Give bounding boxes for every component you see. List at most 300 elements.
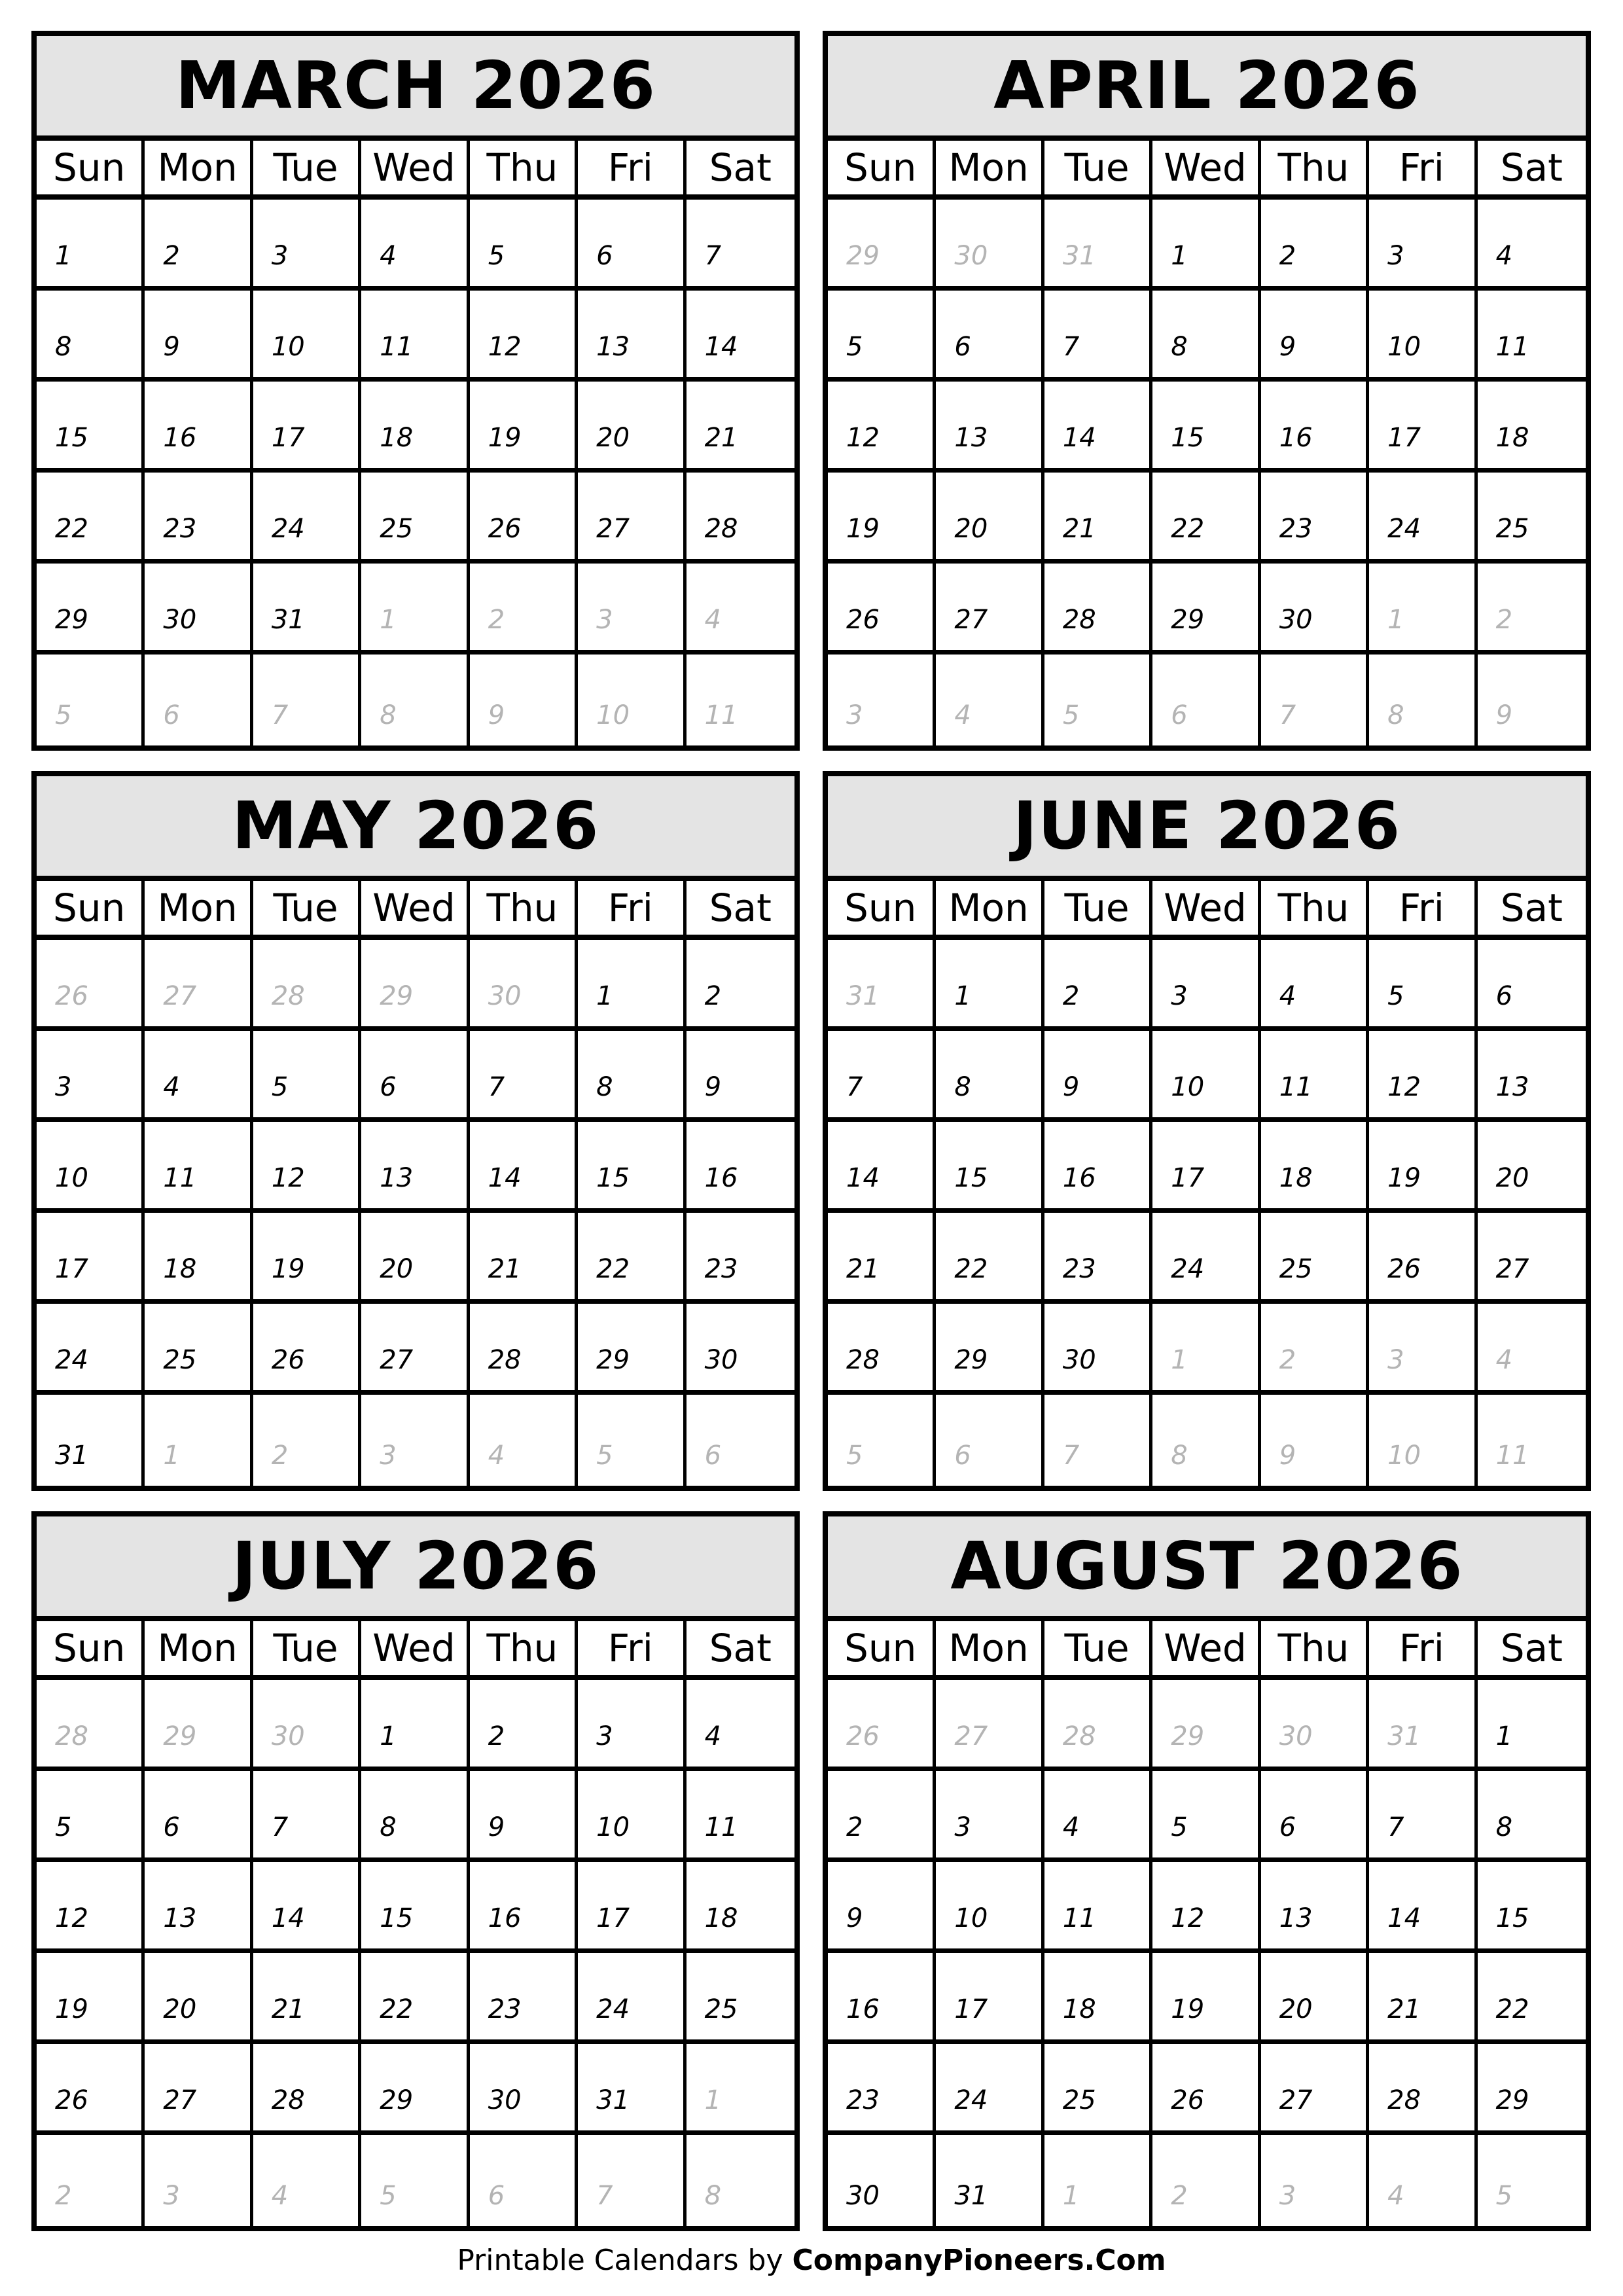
day-cell[interactable] — [470, 1680, 578, 1767]
day-cell-other-month[interactable] — [470, 1395, 578, 1486]
day-number: 18 — [1279, 1163, 1313, 1193]
day-cell[interactable] — [361, 1953, 469, 2039]
day-cell-other-month[interactable] — [145, 655, 253, 745]
day-number: 15 — [954, 1163, 988, 1193]
day-cell[interactable] — [253, 1771, 361, 1857]
day-cell[interactable] — [361, 1213, 469, 1299]
day-cell-other-month[interactable] — [1152, 1304, 1260, 1390]
day-cell-other-month[interactable] — [1044, 1395, 1152, 1486]
day-number: 15 — [596, 1163, 630, 1193]
day-cell[interactable] — [1369, 291, 1477, 377]
day-cell[interactable] — [145, 200, 253, 286]
day-number: 14 — [704, 332, 738, 362]
day-cell-other-month[interactable] — [1261, 655, 1369, 745]
week-row — [37, 291, 794, 382]
day-cell[interactable] — [936, 564, 1044, 650]
day-cell[interactable] — [1044, 1031, 1152, 1117]
day-cell[interactable] — [470, 1213, 578, 1299]
day-cell-other-month[interactable] — [936, 655, 1044, 745]
day-cell-other-month[interactable] — [145, 1395, 253, 1486]
day-cell[interactable] — [1152, 291, 1260, 377]
day-cell[interactable] — [936, 1953, 1044, 2039]
day-cell[interactable] — [828, 473, 936, 559]
day-cell-other-month[interactable] — [37, 2135, 145, 2226]
footer-brand-link[interactable]: CompanyPioneers.Com — [792, 2244, 1166, 2277]
day-cell-other-month[interactable] — [1369, 1680, 1477, 1767]
day-number: 4 — [380, 241, 397, 271]
day-cell[interactable] — [37, 1395, 145, 1486]
day-cell-other-month[interactable] — [936, 1680, 1044, 1767]
day-cell[interactable] — [578, 1771, 686, 1857]
day-cell-other-month[interactable] — [1369, 1395, 1477, 1486]
day-cell[interactable] — [37, 382, 145, 468]
day-cell-other-month[interactable] — [1369, 2135, 1477, 2226]
day-number: 1 — [1171, 241, 1188, 271]
day-cell[interactable] — [1369, 1953, 1477, 2039]
day-cell-other-month[interactable] — [253, 1680, 361, 1767]
day-number: 15 — [380, 1903, 414, 1933]
day-cell[interactable] — [37, 473, 145, 559]
day-cell[interactable] — [470, 1031, 578, 1117]
day-cell[interactable] — [145, 1953, 253, 2039]
day-cell[interactable] — [1261, 1031, 1369, 1117]
day-cell-other-month[interactable] — [1478, 655, 1586, 745]
day-cell[interactable] — [936, 1771, 1044, 1857]
day-cell[interactable] — [1044, 1122, 1152, 1208]
day-cell[interactable] — [578, 1122, 686, 1208]
day-cell-other-month[interactable] — [1152, 655, 1260, 745]
day-cell[interactable] — [1152, 940, 1260, 1026]
day-cell[interactable] — [1478, 200, 1586, 286]
day-cell-other-month[interactable] — [37, 1680, 145, 1767]
day-cell[interactable] — [1369, 1122, 1477, 1208]
day-number: 29 — [1171, 1721, 1205, 1751]
day-cell-other-month[interactable] — [361, 564, 469, 650]
day-cell[interactable] — [1369, 1031, 1477, 1117]
day-cell[interactable] — [37, 1213, 145, 1299]
month-title: APRIL 2026 — [828, 36, 1586, 141]
day-cell-other-month[interactable] — [828, 200, 936, 286]
day-cell[interactable] — [470, 1953, 578, 2039]
day-cell-other-month[interactable] — [253, 940, 361, 1026]
day-cell[interactable] — [687, 1031, 794, 1117]
day-cell-other-month[interactable] — [578, 655, 686, 745]
day-number: 4 — [1279, 981, 1296, 1011]
day-cell[interactable] — [145, 291, 253, 377]
day-cell[interactable] — [145, 1862, 253, 1948]
day-cell[interactable] — [1261, 1213, 1369, 1299]
day-cell[interactable] — [1152, 473, 1260, 559]
day-cell[interactable] — [145, 1213, 253, 1299]
day-cell[interactable] — [578, 1953, 686, 2039]
day-cell[interactable] — [1478, 382, 1586, 468]
weekday-label: Sat — [709, 145, 772, 190]
weekday-label: Mon — [936, 141, 1044, 194]
day-cell[interactable] — [470, 382, 578, 468]
day-number: 24 — [271, 514, 305, 544]
day-cell[interactable] — [253, 1213, 361, 1299]
day-cell[interactable] — [1478, 473, 1586, 559]
day-cell-other-month[interactable] — [687, 1395, 794, 1486]
day-cell-other-month[interactable] — [253, 1395, 361, 1486]
day-cell[interactable] — [145, 1031, 253, 1117]
day-cell[interactable] — [253, 473, 361, 559]
weekday-label: Sat — [1500, 145, 1563, 190]
day-cell[interactable] — [1044, 1771, 1152, 1857]
day-cell[interactable] — [37, 1122, 145, 1208]
day-cell-other-month[interactable] — [578, 564, 686, 650]
day-cell[interactable] — [361, 1771, 469, 1857]
day-number: 9 — [1279, 1441, 1296, 1471]
weekday-label: Wed — [1152, 881, 1260, 935]
day-cell[interactable] — [145, 1771, 253, 1857]
day-cell-other-month[interactable] — [361, 655, 469, 745]
day-cell-other-month[interactable] — [1369, 655, 1477, 745]
day-cell[interactable] — [578, 291, 686, 377]
day-cell[interactable] — [37, 1862, 145, 1948]
day-cell[interactable] — [1044, 382, 1152, 468]
day-cell[interactable] — [470, 1304, 578, 1390]
weekday-label: Wed — [361, 141, 469, 194]
day-cell[interactable] — [687, 1680, 794, 1767]
day-cell[interactable] — [361, 1122, 469, 1208]
day-cell[interactable] — [1152, 2044, 1260, 2130]
day-cell[interactable] — [361, 473, 469, 559]
day-number: 1 — [596, 981, 613, 1011]
day-cell-other-month[interactable] — [1261, 1395, 1369, 1486]
day-cell[interactable] — [253, 1031, 361, 1117]
day-cell[interactable] — [1044, 291, 1152, 377]
day-cell[interactable] — [145, 473, 253, 559]
day-cell[interactable] — [1152, 564, 1260, 650]
day-cell[interactable] — [1369, 200, 1477, 286]
day-cell-other-month[interactable] — [361, 1395, 469, 1486]
day-cell[interactable] — [1152, 1122, 1260, 1208]
weekday-label: Fri — [1369, 141, 1477, 194]
day-cell-other-month[interactable] — [1261, 1304, 1369, 1390]
day-cell[interactable] — [1478, 1953, 1586, 2039]
day-cell[interactable] — [470, 291, 578, 377]
day-cell-other-month[interactable] — [470, 2135, 578, 2226]
day-cell-other-month[interactable] — [253, 2135, 361, 2226]
day-cell[interactable] — [1478, 1031, 1586, 1117]
day-cell-other-month[interactable] — [470, 564, 578, 650]
day-cell[interactable] — [828, 2044, 936, 2130]
day-cell[interactable] — [578, 2044, 686, 2130]
day-cell[interactable] — [253, 564, 361, 650]
day-cell[interactable] — [470, 1771, 578, 1857]
day-cell[interactable] — [1261, 1953, 1369, 2039]
day-cell-other-month[interactable] — [578, 2135, 686, 2226]
day-cell[interactable] — [936, 1122, 1044, 1208]
day-cell[interactable] — [578, 1213, 686, 1299]
day-cell-other-month[interactable] — [361, 940, 469, 1026]
day-cell[interactable] — [1152, 1031, 1260, 1117]
day-cell[interactable] — [253, 200, 361, 286]
day-cell-other-month[interactable] — [1044, 655, 1152, 745]
day-cell[interactable] — [936, 291, 1044, 377]
day-cell-other-month[interactable] — [1261, 1680, 1369, 1767]
day-cell-other-month[interactable] — [828, 940, 936, 1026]
day-cell[interactable] — [1478, 2044, 1586, 2130]
day-cell[interactable] — [361, 1304, 469, 1390]
day-number: 13 — [596, 332, 630, 362]
day-number: 29 — [380, 981, 414, 1011]
day-cell-other-month[interactable] — [37, 655, 145, 745]
day-cell-other-month[interactable] — [1478, 1304, 1586, 1390]
day-cell[interactable] — [1044, 1862, 1152, 1948]
day-number: 1 — [954, 981, 971, 1011]
day-number: 2 — [488, 605, 505, 635]
day-number: 7 — [1387, 1812, 1404, 1842]
day-number: 23 — [704, 1254, 738, 1284]
day-cell[interactable] — [936, 2044, 1044, 2130]
day-cell[interactable] — [687, 200, 794, 286]
day-cell[interactable] — [361, 1031, 469, 1117]
day-cell[interactable] — [828, 564, 936, 650]
day-cell-other-month[interactable] — [936, 200, 1044, 286]
day-cell[interactable] — [936, 1213, 1044, 1299]
day-number: 3 — [1171, 981, 1188, 1011]
day-cell-other-month[interactable] — [687, 564, 794, 650]
day-cell[interactable] — [1369, 1771, 1477, 1857]
day-cell[interactable] — [936, 1862, 1044, 1948]
day-cell[interactable] — [1261, 1122, 1369, 1208]
day-cell[interactable] — [361, 291, 469, 377]
day-cell[interactable] — [1261, 2044, 1369, 2130]
day-cell[interactable] — [1478, 1862, 1586, 1948]
day-cell[interactable] — [1478, 1771, 1586, 1857]
day-cell[interactable] — [1261, 473, 1369, 559]
day-number: 4 — [163, 1072, 180, 1102]
day-cell[interactable] — [578, 1031, 686, 1117]
day-number: 28 — [704, 514, 738, 544]
day-cell[interactable] — [145, 2044, 253, 2130]
day-cell[interactable] — [1478, 940, 1586, 1026]
day-cell[interactable] — [578, 1862, 686, 1948]
day-cell[interactable] — [37, 1771, 145, 1857]
day-cell-other-month[interactable] — [1478, 564, 1586, 650]
day-cell[interactable] — [361, 382, 469, 468]
day-cell[interactable] — [687, 1304, 794, 1390]
day-cell-other-month[interactable] — [687, 2135, 794, 2226]
day-cell[interactable] — [687, 291, 794, 377]
day-cell[interactable] — [1152, 382, 1260, 468]
day-cell[interactable] — [470, 1862, 578, 1948]
day-number: 5 — [1171, 1812, 1188, 1842]
day-cell[interactable] — [936, 1031, 1044, 1117]
day-cell-other-month[interactable] — [37, 940, 145, 1026]
day-cell[interactable] — [578, 473, 686, 559]
day-cell[interactable] — [828, 1213, 936, 1299]
day-cell[interactable] — [578, 200, 686, 286]
day-cell[interactable] — [253, 1304, 361, 1390]
day-cell[interactable] — [1261, 940, 1369, 1026]
day-cell[interactable] — [1261, 1771, 1369, 1857]
day-cell-other-month[interactable] — [470, 940, 578, 1026]
day-cell-other-month[interactable] — [828, 1395, 936, 1486]
day-cell-other-month[interactable] — [1044, 1680, 1152, 1767]
day-cell[interactable] — [1478, 1213, 1586, 1299]
day-cell[interactable] — [1369, 2044, 1477, 2130]
day-cell[interactable] — [687, 382, 794, 468]
day-cell[interactable] — [687, 940, 794, 1026]
day-cell[interactable] — [1261, 382, 1369, 468]
day-cell[interactable] — [37, 1304, 145, 1390]
day-cell[interactable] — [253, 291, 361, 377]
day-cell[interactable] — [1369, 1213, 1477, 1299]
day-cell-other-month[interactable] — [687, 655, 794, 745]
day-number: 31 — [271, 605, 305, 635]
day-number: 4 — [1495, 241, 1513, 271]
day-cell[interactable] — [578, 382, 686, 468]
day-cell[interactable] — [1369, 382, 1477, 468]
day-cell-other-month[interactable] — [361, 2135, 469, 2226]
day-cell-other-month[interactable] — [1369, 564, 1477, 650]
day-cell-other-month[interactable] — [145, 1680, 253, 1767]
day-cell[interactable] — [1261, 200, 1369, 286]
day-cell[interactable] — [687, 1213, 794, 1299]
day-cell[interactable] — [828, 382, 936, 468]
week-row — [828, 473, 1586, 564]
day-cell-other-month[interactable] — [145, 940, 253, 1026]
day-cell[interactable] — [1044, 473, 1152, 559]
day-cell[interactable] — [253, 382, 361, 468]
day-cell[interactable] — [253, 1122, 361, 1208]
day-cell-other-month[interactable] — [687, 2044, 794, 2130]
day-cell-other-month[interactable] — [1478, 1395, 1586, 1486]
day-cell[interactable] — [1261, 564, 1369, 650]
day-cell[interactable] — [1369, 1862, 1477, 1948]
day-cell[interactable] — [361, 2044, 469, 2130]
day-number: 27 — [596, 514, 630, 544]
day-cell[interactable] — [253, 2044, 361, 2130]
day-cell[interactable] — [1478, 1680, 1586, 1767]
day-cell[interactable] — [145, 564, 253, 650]
day-cell[interactable] — [687, 1953, 794, 2039]
day-cell[interactable] — [1044, 1213, 1152, 1299]
day-number: 23 — [846, 2085, 880, 2115]
day-cell-other-month[interactable] — [253, 655, 361, 745]
day-cell[interactable] — [828, 1122, 936, 1208]
day-cell[interactable] — [470, 200, 578, 286]
day-cell[interactable] — [828, 2135, 936, 2226]
day-cell-other-month[interactable] — [828, 1680, 936, 1767]
day-cell[interactable] — [687, 1122, 794, 1208]
day-number: 25 — [163, 1345, 197, 1375]
day-number: 25 — [1495, 514, 1529, 544]
day-cell[interactable] — [1044, 1304, 1152, 1390]
day-cell[interactable] — [1152, 1862, 1260, 1948]
day-cell[interactable] — [687, 473, 794, 559]
day-cell[interactable] — [361, 200, 469, 286]
day-cell[interactable] — [253, 1862, 361, 1948]
day-cell-other-month[interactable] — [828, 655, 936, 745]
day-cell[interactable] — [1044, 2044, 1152, 2130]
day-cell[interactable] — [470, 473, 578, 559]
day-cell[interactable] — [687, 1862, 794, 1948]
day-number: 6 — [163, 1812, 180, 1842]
day-cell-other-month[interactable] — [936, 1395, 1044, 1486]
day-cell-other-month[interactable] — [1261, 2135, 1369, 2226]
day-cell[interactable] — [145, 1304, 253, 1390]
day-cell[interactable] — [361, 1862, 469, 1948]
day-cell[interactable] — [37, 291, 145, 377]
day-cell[interactable] — [361, 1680, 469, 1767]
day-cell[interactable] — [37, 200, 145, 286]
day-cell-other-month[interactable] — [1152, 2135, 1260, 2226]
day-cell[interactable] — [828, 1771, 936, 1857]
day-cell[interactable] — [936, 473, 1044, 559]
day-cell[interactable] — [1044, 940, 1152, 1026]
day-cell[interactable] — [145, 1122, 253, 1208]
day-cell[interactable] — [470, 1122, 578, 1208]
day-cell[interactable] — [1478, 291, 1586, 377]
day-cell[interactable] — [145, 382, 253, 468]
day-cell-other-month[interactable] — [1044, 200, 1152, 286]
day-cell[interactable] — [1044, 564, 1152, 650]
day-cell-other-month[interactable] — [145, 2135, 253, 2226]
day-cell[interactable] — [470, 2044, 578, 2130]
day-cell[interactable] — [828, 1031, 936, 1117]
weekday-label: Sat — [1500, 1626, 1563, 1670]
day-cell[interactable] — [37, 564, 145, 650]
day-cell[interactable] — [936, 382, 1044, 468]
day-cell-other-month[interactable] — [1044, 2135, 1152, 2226]
day-cell[interactable] — [1261, 291, 1369, 377]
day-cell[interactable] — [37, 1031, 145, 1117]
day-cell[interactable] — [936, 1304, 1044, 1390]
week-row — [828, 2135, 1586, 2226]
day-cell[interactable] — [1152, 1771, 1260, 1857]
day-cell[interactable] — [37, 1953, 145, 2039]
day-cell[interactable] — [578, 1680, 686, 1767]
day-cell-other-month[interactable] — [470, 655, 578, 745]
day-number: 29 — [163, 1721, 197, 1751]
day-cell[interactable] — [828, 1953, 936, 2039]
day-number: 28 — [55, 1721, 88, 1751]
day-cell[interactable] — [936, 940, 1044, 1026]
day-cell[interactable] — [578, 940, 686, 1026]
day-cell[interactable] — [828, 1862, 936, 1948]
day-cell[interactable] — [1152, 1953, 1260, 2039]
day-cell[interactable] — [1152, 200, 1260, 286]
day-cell[interactable] — [1369, 940, 1477, 1026]
day-cell[interactable] — [1369, 473, 1477, 559]
day-number: 6 — [488, 2181, 505, 2211]
day-cell[interactable] — [578, 1304, 686, 1390]
month-calendar-august — [823, 1511, 1591, 2231]
day-cell[interactable] — [253, 1953, 361, 2039]
week-row — [37, 564, 794, 655]
day-cell[interactable] — [1152, 1213, 1260, 1299]
day-cell-other-month[interactable] — [1369, 1304, 1477, 1390]
day-cell[interactable] — [687, 1771, 794, 1857]
day-cell[interactable] — [1044, 1953, 1152, 2039]
day-cell[interactable] — [828, 1304, 936, 1390]
day-number: 15 — [1171, 423, 1205, 453]
day-cell[interactable] — [37, 2044, 145, 2130]
day-cell[interactable] — [936, 2135, 1044, 2226]
day-cell[interactable] — [1261, 1862, 1369, 1948]
day-cell[interactable] — [828, 291, 936, 377]
day-cell-other-month[interactable] — [1478, 2135, 1586, 2226]
day-cell-other-month[interactable] — [1152, 1395, 1260, 1486]
day-cell-other-month[interactable] — [1152, 1680, 1260, 1767]
day-cell[interactable] — [1478, 1122, 1586, 1208]
day-number: 10 — [596, 700, 630, 730]
day-cell-other-month[interactable] — [578, 1395, 686, 1486]
